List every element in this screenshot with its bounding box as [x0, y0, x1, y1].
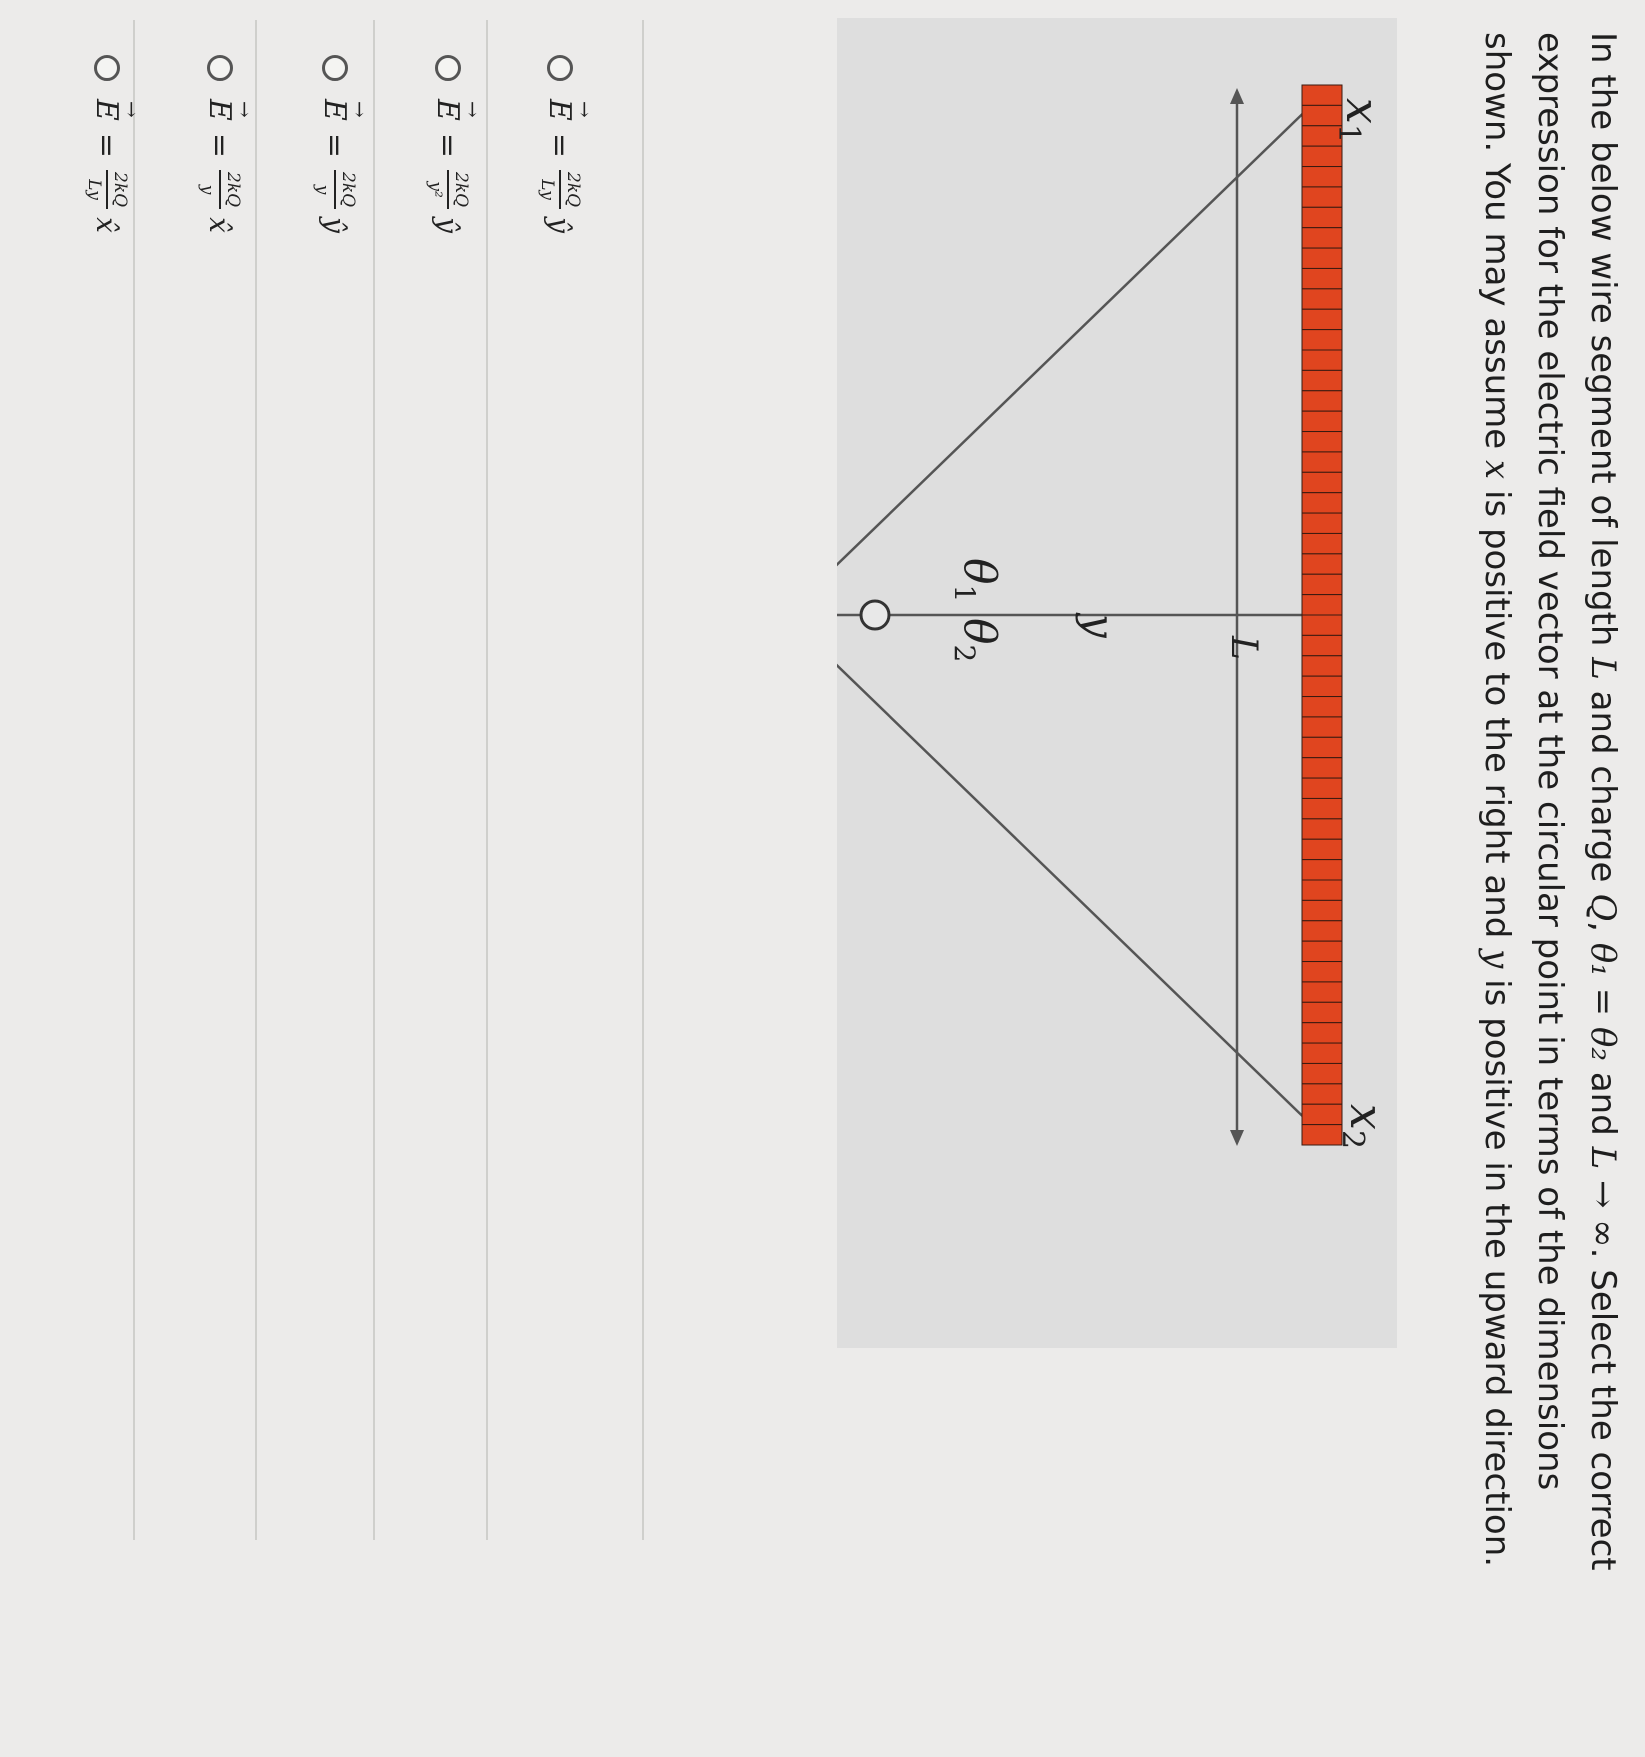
- denominator: Ly: [84, 179, 104, 200]
- fraction: [537, 170, 583, 209]
- numerator: 2kQ: [334, 170, 358, 209]
- wire-segment: [1302, 248, 1342, 268]
- arrowhead-left: [1230, 88, 1244, 104]
- wire-segment: [1302, 574, 1342, 594]
- line-to-x2: [837, 615, 1322, 1135]
- label-length: L: [1223, 636, 1264, 660]
- wire-segment: [1302, 289, 1342, 309]
- choice-1[interactable]: [500, 55, 620, 1255]
- wire-segment: [1302, 350, 1342, 370]
- wire-segment: [1302, 452, 1342, 472]
- wire-segment: [1302, 962, 1342, 982]
- vector-e: → E: [431, 99, 466, 121]
- wire-segment: [1302, 921, 1342, 941]
- fraction: [197, 170, 243, 209]
- numerator: 2kQ: [447, 170, 471, 209]
- wire-segment: [1302, 1063, 1342, 1083]
- charged-wire: [1302, 85, 1342, 1145]
- wire-segment: [1302, 207, 1342, 227]
- wire-segment: [1302, 758, 1342, 778]
- equals-sign: =: [89, 132, 125, 159]
- wire-segment: [1302, 880, 1342, 900]
- wire-segment: [1302, 697, 1342, 717]
- wire-segment: [1302, 778, 1342, 798]
- radio-button[interactable]: [94, 55, 120, 81]
- label-x2: x2: [1335, 1104, 1394, 1150]
- fraction: [425, 170, 471, 209]
- choice-3[interactable]: [275, 55, 395, 1255]
- wire-segment: [1302, 391, 1342, 411]
- radio-button[interactable]: [435, 55, 461, 81]
- math-limit: L → ∞: [1583, 1146, 1623, 1248]
- unit-vector: ŷ: [543, 217, 577, 233]
- wire-segment: [1302, 1084, 1342, 1104]
- question-part: is positive to the right and: [1477, 479, 1517, 950]
- numerator: 2kQ: [106, 170, 130, 209]
- choice-expression: [537, 99, 583, 233]
- radio-button[interactable]: [547, 55, 573, 81]
- wire-segment: [1302, 228, 1342, 248]
- math-charge: Q: [1583, 893, 1623, 922]
- unit-vector: x̂: [90, 217, 124, 233]
- wire-diagram: [837, 18, 1397, 1348]
- unit-vector: ŷ: [318, 217, 352, 233]
- wire-segment: [1302, 432, 1342, 452]
- wire-segment: [1302, 513, 1342, 533]
- unit-vector: x̂: [203, 217, 237, 233]
- question-text: [1470, 32, 1629, 1572]
- field-point-icon: [861, 601, 889, 629]
- vector-e: → E: [90, 99, 125, 121]
- wire-segment: [1302, 309, 1342, 329]
- label-theta2: $\theta_2$: [948, 618, 1005, 663]
- wire-segment: [1302, 676, 1342, 696]
- vector-e: → E: [318, 99, 353, 121]
- wire-segment: [1302, 635, 1342, 655]
- arrowhead-right: [1230, 1130, 1244, 1146]
- wire-segment: [1302, 493, 1342, 513]
- wire-segment: [1302, 370, 1342, 390]
- wire-segment: [1302, 330, 1342, 350]
- choice-expression: [84, 99, 130, 233]
- wire-segment: [1302, 1043, 1342, 1063]
- wire-segment: [1302, 554, 1342, 574]
- equals-sign: =: [542, 132, 578, 159]
- unit-vector: ŷ: [431, 217, 465, 233]
- wire-segment: [1302, 472, 1342, 492]
- wire-segment: [1302, 860, 1342, 880]
- wire-segment: [1302, 900, 1342, 920]
- wire-segment: [1302, 798, 1342, 818]
- line-to-x1: [837, 95, 1322, 615]
- choice-expression: [425, 99, 471, 233]
- fraction: [84, 170, 130, 209]
- wire-segment: [1302, 411, 1342, 431]
- question-part: ,: [1583, 921, 1623, 943]
- denominator: y²: [425, 181, 445, 198]
- choice-2[interactable]: [388, 55, 508, 1255]
- denominator: y: [312, 184, 332, 195]
- denominator: y: [197, 184, 217, 195]
- equals-sign: =: [202, 132, 238, 159]
- radio-button[interactable]: [207, 55, 233, 81]
- wire-segment: [1302, 268, 1342, 288]
- choice-4[interactable]: [160, 55, 280, 1255]
- vector-e: → E: [203, 99, 238, 121]
- wire-segment: [1302, 615, 1342, 635]
- wire-segment: [1302, 941, 1342, 961]
- math-angle-condition: θ₁ = θ₂: [1583, 942, 1623, 1062]
- label-theta1: $\theta_1$: [948, 558, 1005, 603]
- wire-segment: [1302, 839, 1342, 859]
- wire-segment: [1302, 819, 1342, 839]
- wire-segment: [1302, 187, 1342, 207]
- label-y: y: [1075, 614, 1124, 638]
- fraction: [312, 170, 358, 209]
- equals-sign: =: [317, 132, 353, 159]
- wire-segment: [1302, 737, 1342, 757]
- question-part: In the below wire segment of length: [1583, 32, 1623, 658]
- numerator: 2kQ: [219, 170, 243, 209]
- wire-segment: [1302, 1023, 1342, 1043]
- vector-e: → E: [543, 99, 578, 121]
- wire-segment: [1302, 167, 1342, 187]
- radio-button[interactable]: [322, 55, 348, 81]
- numerator: 2kQ: [559, 170, 583, 209]
- wire-segment: [1302, 982, 1342, 1002]
- denominator: Ly: [537, 179, 557, 200]
- wire-segment: [1302, 1002, 1342, 1022]
- wire-segment: [1302, 533, 1342, 553]
- choice-expression: [197, 99, 243, 233]
- wire-diagram-svg: [837, 18, 1397, 1348]
- wire-segment: [1302, 595, 1342, 615]
- choice-5[interactable]: [47, 55, 167, 1255]
- wire-segment: [1302, 146, 1342, 166]
- equals-sign: =: [430, 132, 466, 159]
- wire-segment: [1302, 1104, 1342, 1124]
- wire-segment: [1302, 717, 1342, 737]
- question-part: and charge: [1583, 679, 1623, 894]
- math-length: L: [1583, 657, 1623, 680]
- wire-segment: [1302, 656, 1342, 676]
- choice-expression: [312, 99, 358, 233]
- math-x: x: [1477, 460, 1517, 480]
- label-x1: x1: [1331, 98, 1390, 144]
- question-part: . Select the correct expression for the electric field vector at the circular point in terms of the dimensions shown. You may assume: [1477, 32, 1623, 1571]
- math-y: y: [1477, 949, 1517, 969]
- question-part: and: [1583, 1061, 1623, 1147]
- question-part: is positive in the upward direction.: [1477, 968, 1517, 1568]
- divider: [642, 20, 644, 1540]
